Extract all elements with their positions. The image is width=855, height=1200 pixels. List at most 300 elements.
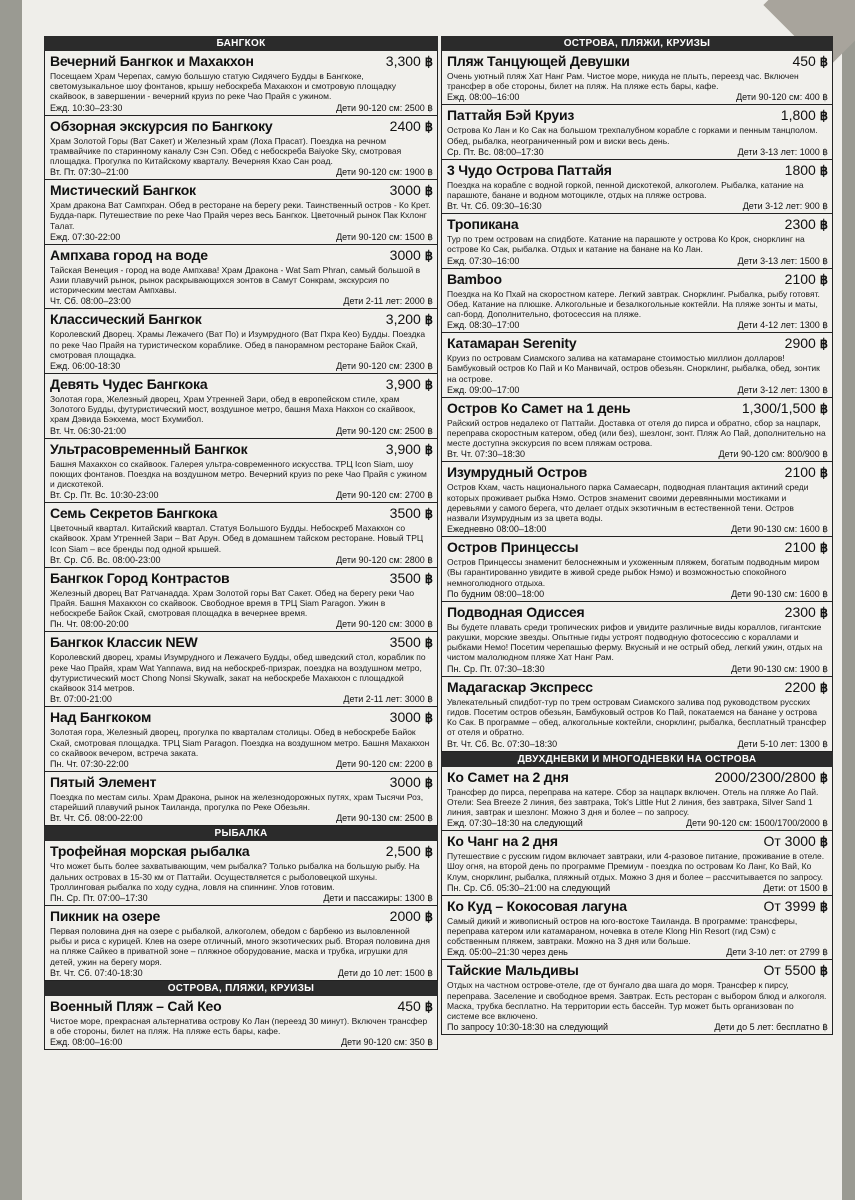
tour-footer xyxy=(50,426,433,437)
tour-card xyxy=(44,707,438,772)
baht-symbol: ฿ xyxy=(819,834,828,850)
tour-description: Золотая гора, Железный дворец, прогулка по кварталам столицы. Обед в небоскребе Байок Скай, смотровая площадка. ТРЦ Siam Paragon. Поездка на воздушном метро. Башня Махакхон со скайвоок вечером, встреча заката. xyxy=(50,727,430,758)
tour-price-value: 2000 xyxy=(389,907,421,924)
tour-price-value: 2100 xyxy=(784,464,816,481)
tour-price xyxy=(386,53,433,70)
tour-price xyxy=(390,709,433,726)
baht-symbol: ฿ xyxy=(424,506,433,522)
tour-title-row xyxy=(50,311,433,328)
tour-footer xyxy=(50,296,433,307)
tour-footer xyxy=(447,1022,828,1033)
tour-price-value: 3,900 xyxy=(385,440,421,457)
tour-title-row xyxy=(50,182,433,199)
tour-price xyxy=(785,679,828,696)
baht-symbol: ฿ xyxy=(819,400,828,416)
baht-symbol: ฿ xyxy=(424,377,433,393)
tour-footer xyxy=(50,968,433,979)
tour-schedule: Пн. Ср. Пт. 07:30–18:30 xyxy=(447,663,545,674)
tour-price-value: 1,800 xyxy=(780,107,816,124)
tour-card xyxy=(441,960,833,1035)
baht-symbol: ฿ xyxy=(424,710,433,726)
kids-price-value: Дети и пассажиры: 1300 xyxy=(323,892,425,903)
tour-price-value: 3000 xyxy=(389,709,421,726)
baht-symbol: ฿ xyxy=(427,167,433,178)
baht-symbol: ฿ xyxy=(819,217,828,233)
tour-card xyxy=(441,677,833,752)
tour-price xyxy=(386,843,433,860)
tour-title: Тропикана xyxy=(447,216,519,233)
kids-price-value: Дети 90-120 см: 800/900 xyxy=(718,449,820,460)
tour-card xyxy=(44,51,438,116)
kids-price-value: Дети 3-13 лет: 1500 xyxy=(737,255,820,266)
tour-footer xyxy=(50,694,433,705)
tour-title: Бангкок Классик NEW xyxy=(50,634,198,651)
baht-symbol: ฿ xyxy=(819,963,828,979)
tour-description: Золотая гора, Железный дворец, Храм Утренней Зари, обед в европейском стиле, храм Золотого Будды, футуристический мост, воздушное метро, башня Маха Накхон со скайвоок, храм Дэвида Бэкхема, мост Бхумибол. xyxy=(50,394,416,425)
tour-card xyxy=(441,896,833,961)
baht-symbol: ฿ xyxy=(819,336,828,352)
right-column xyxy=(441,36,833,1035)
tour-card xyxy=(441,537,833,602)
baht-symbol: ฿ xyxy=(427,967,433,978)
tour-price xyxy=(390,505,433,522)
baht-symbol: ฿ xyxy=(427,554,433,565)
tour-schedule: Ежд. 08:00–16:00 xyxy=(447,92,520,103)
baht-symbol: ฿ xyxy=(822,92,828,103)
tour-title: Остров Принцессы xyxy=(447,539,579,556)
tour-footer xyxy=(447,201,828,212)
tour-schedule: Пн. Ср. Пт. 07:00–17:30 xyxy=(50,892,148,903)
tour-description: Острова Ко Лан и Ко Сак на большом трехпалубном корабле с горками и пенным танцполом. Обед, рыбалка, неограниченный ром и виски весь день. xyxy=(447,125,818,146)
tour-schedule: Пн. Ср. Сб. 05:30–21:00 на следующий xyxy=(447,882,611,893)
tour-footer xyxy=(50,232,433,243)
tour-kids-price xyxy=(726,947,828,958)
tour-schedule: Вт. 07:00-21:00 xyxy=(50,694,112,705)
baht-symbol: ฿ xyxy=(427,619,433,630)
tour-description: Башня Махакхон со скайвоок. Галерея ультра-современного искусства. ТРЦ Icon Siam, шоу поющих фонтанов. Поездка на воздушном метро. Вечерний круиз по реке Чао Прайя с ужином и дискотекой. xyxy=(50,458,427,490)
baht-symbol: ฿ xyxy=(427,361,433,372)
tour-title-row xyxy=(50,634,433,651)
tour-price xyxy=(742,400,828,417)
tour-footer xyxy=(50,361,433,372)
tour-price xyxy=(390,774,433,791)
tour-price-value: 450 xyxy=(397,997,421,1014)
kids-price-value: Дети 2-11 лет: 3000 xyxy=(343,694,425,705)
tour-title: 3 Чудо Острова Паттайя xyxy=(447,161,612,178)
tour-price-value: 3500 xyxy=(389,505,421,522)
tour-footer xyxy=(50,893,433,904)
tour-title-row xyxy=(447,400,828,417)
tour-price xyxy=(785,464,828,481)
tour-schedule: Чт. Сб. 08:00–23:00 xyxy=(50,296,131,307)
tour-kids-price xyxy=(738,147,828,158)
tour-schedule: Вт. Чт. 07:30–18:30 xyxy=(447,449,526,460)
tour-title: Остров Ко Самет на 1 день xyxy=(447,399,631,416)
tour-price xyxy=(397,998,433,1015)
baht-symbol: ฿ xyxy=(424,54,433,69)
tour-price-value: 3000 xyxy=(389,246,421,263)
tour-footer xyxy=(447,664,828,675)
tour-card xyxy=(441,462,833,537)
tour-description: Первая половина дня на озере с рыбалкой, алкоголем, обедом с барбекю из выловленной рыбы и риса с курицей. Клев на озере отличный, много экзотических рыб. Вторая половина дня на пляже Сайкео в приватной зоне – пляжное оборудование, маска и трубка, игрушки для детей, ужин на берегу моря. xyxy=(50,925,430,967)
tour-card xyxy=(441,831,833,896)
tour-footer xyxy=(447,589,828,600)
tour-footer xyxy=(447,883,828,894)
baht-symbol: ฿ xyxy=(427,1037,433,1048)
tour-description: Круиз по островам Сиамского залива на катамаране стоимостью миллион долларов! Бамбуковый остров Ко Пай и Ко Манвичай, остров обезьян. Снорклинг, рыбалка, обед, зонтик на острове. xyxy=(447,353,820,384)
baht-symbol: ฿ xyxy=(427,490,433,501)
tour-price xyxy=(390,118,433,135)
tour-description: Цветочный квартал. Китайский квартал. Статуя Большого Будды. Небоскреб Махакхон со скайвоок. Храм Утренней Зари – Ват Арун. Обед в домашнем тайском ресторане. Новый ТРЦ Icon Siam – все бренды под одной крышей. xyxy=(50,523,424,554)
kids-price-value: Дети 90-120 см: 3000 xyxy=(336,619,425,630)
kids-price-value: Дети 90-120 см: 1500/1700/2000 xyxy=(686,818,820,829)
tour-title: Ультрасовременный Бангкок xyxy=(50,440,248,457)
tour-schedule: Ежд. 07:30–18:30 на следующий xyxy=(447,818,583,829)
tour-footer xyxy=(50,619,433,630)
baht-symbol: ฿ xyxy=(822,947,828,958)
tour-title-row xyxy=(447,216,828,233)
tour-title-row xyxy=(447,898,828,915)
kids-price-value: Дети 90-120 см: 2300 xyxy=(336,361,425,372)
tour-kids-price xyxy=(738,320,828,331)
tour-title-row xyxy=(50,570,433,587)
tour-title: Ампхава город на воде xyxy=(50,246,208,263)
kids-price-value: Дети 90-120 см: 350 xyxy=(341,1037,425,1048)
tour-kids-price xyxy=(336,813,433,824)
tour-price-value: 2,500 xyxy=(385,843,421,860)
tour-price xyxy=(785,216,828,233)
tour-description: Железный дворец Ват Ратчанадда. Храм Золотой горы Ват Сакет. Обед на берегу реки Чао Прайя. Башня Махакхон со скайвоок. Свободное время в ТРЦ Siam Paragon. Ужин в небоскребе Байок Скай, смотровая площадка в вечернее время. xyxy=(50,587,415,619)
kids-price-value: Дети 2-11 лет: 2000 xyxy=(343,296,425,307)
tour-price-value: 3,200 xyxy=(385,311,421,328)
tour-kids-price xyxy=(736,92,828,103)
baht-symbol: ฿ xyxy=(819,271,828,287)
tour-footer xyxy=(447,92,828,103)
tour-description: Тур по трем островам на спидботе. Катание на парашюте у острова Ко Крок, снорклинг на острове Ко Сак, рыбалка. Отдых и катание на банане на Ко Лан. xyxy=(447,234,805,255)
tour-description: Поездка на Ко Пхай на скоростном катере. Легкий завтрак. Снорклинг. Рыбалка, рыбу готовят. Обед. Катание на плюшке. Алкогольные и безалкогольные коктейли. На пляже зонты и маты, сап-борд. Дополнительно, фотосессия на пляже. xyxy=(447,288,820,320)
tour-title-row xyxy=(447,53,828,70)
tour-footer xyxy=(447,818,828,829)
tour-title: Пикник на озере xyxy=(50,907,161,924)
baht-symbol: ฿ xyxy=(822,449,828,460)
tour-title: Катамаран Serenity xyxy=(447,335,577,352)
kids-price-value: Дети 3-12 лет: 900 xyxy=(742,201,820,212)
tour-title-row xyxy=(50,843,433,860)
tour-price-value: 3,900 xyxy=(385,376,421,393)
section-header: РЫБАЛКА xyxy=(44,826,438,841)
tour-card xyxy=(44,772,438,826)
tour-price xyxy=(785,271,828,288)
tour-price-value: 3000 xyxy=(389,182,421,199)
tour-footer xyxy=(50,555,433,566)
baht-symbol: ฿ xyxy=(822,588,828,599)
tour-schedule: Ежд. 07:30-22:00 xyxy=(50,231,121,242)
tour-footer xyxy=(50,167,433,178)
tour-title: Трофейная морская рыбалка xyxy=(50,843,250,860)
tour-price xyxy=(390,570,433,587)
kids-price-value: Дети 90-130 см: 2500 xyxy=(336,813,425,824)
tour-title-row xyxy=(50,709,433,726)
tour-price xyxy=(763,962,828,979)
tour-title: Бангкок Город Контрастов xyxy=(50,569,230,586)
tour-kids-price xyxy=(731,664,828,675)
tour-price-value: 2300 xyxy=(784,603,816,620)
baht-symbol: ฿ xyxy=(819,540,828,556)
kids-price-value: Дети 90-120 см: 1500 xyxy=(336,231,425,242)
tour-description: Храм Золотой Горы (Ват Сакет) и Железный храм (Лоха Прасат). Поездка на речном трамвайчике по старинному каналу Сэн Сэп. Обед с небоскреба Baiyoke Sky, смотровая площадка. Прогулка по Китайскому кварталу. Вечерняя Кхао Сан роад. xyxy=(50,135,402,167)
tour-title-row xyxy=(447,162,828,179)
tour-description: Райский остров недалеко от Паттайи. Доставка от отеля до пирса и обратно, сбор за нацпарк, переправа скоростным катером, обед (или без), шезлонг, зонт. Пляж Ао Пай, дополнительно на месте доступна экскурсия по всем пляжам острова. xyxy=(447,417,826,449)
tour-price-value: 3000 xyxy=(389,773,421,790)
baht-symbol: ฿ xyxy=(822,320,828,331)
tour-kids-price xyxy=(336,167,433,178)
baht-symbol: ฿ xyxy=(822,1022,828,1033)
tour-kids-price xyxy=(336,619,433,630)
baht-symbol: ฿ xyxy=(822,146,828,157)
tour-title-row xyxy=(447,604,828,621)
tour-description: Посещаем Храм Черепах, самую большую статую Сидячего Будды в Бангкоке, светомузыкальное шоу фонтанов, крышу небоскреба Махакхон и смотровую площадку скайвоок, в завершении - вечерний круиз по реке Чао Прайя с ужином. xyxy=(50,71,397,102)
baht-symbol: ฿ xyxy=(427,231,433,242)
tour-price xyxy=(715,769,828,786)
tour-title: Над Бангкоком xyxy=(50,709,152,726)
tour-title: Мадагаскар Экспресс xyxy=(447,678,593,695)
kids-price-value: Дети 90-120 см: 2800 xyxy=(336,554,425,565)
tour-price xyxy=(386,376,433,393)
baht-symbol: ฿ xyxy=(819,679,828,695)
tour-card xyxy=(44,439,438,504)
tour-kids-price xyxy=(338,968,433,979)
baht-symbol: ฿ xyxy=(424,998,433,1014)
tour-title: Девять Чудес Бангкока xyxy=(50,376,208,393)
tour-kids-price xyxy=(323,893,433,904)
tour-footer xyxy=(50,813,433,824)
tour-price-value: 1800 xyxy=(784,161,816,178)
kids-price-value: Дети 90-120 см: 2500 xyxy=(336,102,425,113)
tour-schedule: Ежд. 08:30–17:00 xyxy=(447,320,520,331)
baht-symbol: ฿ xyxy=(427,758,433,769)
tour-price-value: 2000/2300/2800 xyxy=(714,768,816,785)
tour-description: Остров Принцессы знаменит белоснежным и ухоженным пляжем, богатым подводным миром (Вы гарантированно увидите в живой среде рыбок Нэмо) и возможностью спокойного немноголюдного отдыха. xyxy=(447,557,820,588)
tour-card xyxy=(441,767,833,832)
section-header: БАНГКОК xyxy=(44,36,438,51)
tour-card xyxy=(44,245,438,310)
tour-kids-price xyxy=(336,103,433,114)
tour-schedule: Вт. Чт. Сб. 09:30–16:30 xyxy=(447,201,542,212)
tour-price xyxy=(781,107,828,124)
baht-symbol: ฿ xyxy=(424,774,433,790)
tour-title-row xyxy=(50,774,433,791)
tour-card xyxy=(44,568,438,633)
tour-card xyxy=(441,602,833,677)
tour-title: Пляж Танцующей Девушки xyxy=(447,53,630,69)
tour-price xyxy=(763,833,828,850)
tour-kids-price xyxy=(731,589,828,600)
baht-symbol: ฿ xyxy=(822,663,828,674)
tour-title-row xyxy=(447,833,828,850)
baht-symbol: ฿ xyxy=(427,102,433,113)
kids-price-value: Дети 5-10 лет: 1300 xyxy=(737,738,820,749)
tour-title-row xyxy=(50,441,433,458)
tour-title-row xyxy=(447,271,828,288)
tour-description: Очень уютный пляж Хат Нанг Рам. Чистое море, никуда не плыть, переезд час. Включен трансфер в обе стороны, билет на пляж. На пляже есть бары, кафе. xyxy=(447,71,799,92)
tour-price xyxy=(386,441,433,458)
baht-symbol: ฿ xyxy=(424,441,433,457)
tour-footer xyxy=(50,490,433,501)
tour-price-value: 1,300/1,500 xyxy=(741,399,816,416)
tour-kids-price xyxy=(738,739,828,750)
kids-price-value: Дети 90-120 см: 1900 xyxy=(336,167,425,178)
baht-symbol: ฿ xyxy=(819,898,828,914)
tour-footer xyxy=(447,256,828,267)
tour-title: Изумрудный Остров xyxy=(447,464,588,481)
tour-kids-price xyxy=(341,1037,433,1048)
tour-title: Семь Секретов Бангкока xyxy=(50,505,218,522)
tour-card xyxy=(44,503,438,568)
tour-price xyxy=(386,311,433,328)
tour-price-value: 2400 xyxy=(389,117,421,134)
baht-symbol: ฿ xyxy=(819,108,828,124)
tour-title-row xyxy=(447,464,828,481)
tour-description: Храм дракона Ват Сампхран. Обед в ресторане на берегу реки. Таинственный остров - Ко Крет. Будда-парк. Путешествие по реке Чао Прайя через весь Бангкок. Цветочный рынок Пак Кхлонг Талат. xyxy=(50,200,431,231)
tour-title-row xyxy=(447,539,828,556)
kids-price-value: Дети 4-12 лет: 1300 xyxy=(737,320,820,331)
baht-symbol: ฿ xyxy=(427,425,433,436)
tour-price-value: 2100 xyxy=(784,539,816,556)
tour-description: Остров Кхам, часть национального парка Самаесарн, подводная плантация актиний среди которых проживает рыбка Нэмо. Остров знаменит своими деревянными мостиками и деревьями у самого берега, что делает отдых экзотичным в естественной тени. Остров назвали Изумрудным из за цвета воды. xyxy=(447,482,809,524)
tour-title-row xyxy=(50,908,433,925)
baht-symbol: ฿ xyxy=(822,201,828,212)
tour-title: Военный Пляж – Сай Кео xyxy=(50,997,222,1014)
tour-schedule: По будним 08:00–18:00 xyxy=(447,588,545,599)
tour-schedule: Ежд. 09:00–17:00 xyxy=(447,384,520,395)
tour-description: Чистое море, прекрасная альтернатива острову Ко Лан (переезд 30 минут). Включен трансфер в обе стороны, билет на пляж. На пляже есть бары, кафе. xyxy=(50,1015,428,1036)
tour-kids-price xyxy=(336,426,433,437)
tour-title-row xyxy=(50,998,433,1015)
kids-price-value: Дети 90-120 см: 2700 xyxy=(336,490,425,501)
baht-symbol: ฿ xyxy=(819,769,828,785)
tour-card xyxy=(44,116,438,181)
tour-title-row xyxy=(50,376,433,393)
tour-title-row xyxy=(447,335,828,352)
kids-price-value: Дети 3-13 лет: 1000 xyxy=(737,146,820,157)
baht-symbol: ฿ xyxy=(819,465,828,481)
tour-price xyxy=(390,182,433,199)
tour-footer xyxy=(50,103,433,114)
tour-description: Королевский Дворец. Храмы Лежачего (Ват По) и Изумрудного (Ват Пхра Кео) Будды. Поездка по реке Чао Прайя на туристическом кораблике. Обед в панорамном ресторане Байок Скай, смотровая площадка. xyxy=(50,329,426,360)
tour-card xyxy=(441,160,833,214)
tour-title: Обзорная экскурсия по Бангкоку xyxy=(50,117,273,134)
tour-card xyxy=(44,996,438,1050)
tour-kids-price xyxy=(686,818,828,829)
tour-price-value: От 5500 xyxy=(763,962,816,979)
tour-card xyxy=(441,51,833,105)
baht-symbol: ฿ xyxy=(427,892,433,903)
baht-symbol: ฿ xyxy=(424,312,433,328)
tour-kids-price xyxy=(336,361,433,372)
tour-title: Подводная Одиссея xyxy=(447,603,585,620)
baht-symbol: ฿ xyxy=(424,844,433,860)
baht-symbol: ฿ xyxy=(424,118,433,134)
tour-kids-price xyxy=(343,694,433,705)
tour-description: Королевский дворец, храмы Изумрудного и Лежачего Будды, обед шведский стол, кораблик по реке Чао Прайя, храм Wat Yannawa, вид на небоскреб-призрак, поездка на воздушном метро, футуристический мост Chong Nonsi Skywalk, закат на небоскребе Махакхон с площадкой скайвоок 314 метров. xyxy=(50,652,426,694)
kids-price-value: Дети 90-120 см: 2500 xyxy=(336,425,425,436)
tour-price xyxy=(792,53,828,70)
tour-price xyxy=(390,634,433,651)
tour-footer xyxy=(50,1037,433,1048)
tour-card xyxy=(44,906,438,981)
kids-price-value: Дети 90-130 см: 1600 xyxy=(731,524,820,535)
tour-price-value: 2200 xyxy=(784,678,816,695)
baht-symbol: ฿ xyxy=(819,162,828,178)
baht-symbol: ฿ xyxy=(822,255,828,266)
tour-description: Вы будете плавать среди тропических рифов и увидите различные виды кораллов, гигантские ракушки, морские звезды. Опытные гиды устроят подводную фотосессию с кораллами и рыбками Немо! Посетим черепашью ферму. Вкусный и не острый обед, легкий ужин, отдых на чистом малолюдном пляже Хат Нанг Рам. xyxy=(447,621,823,663)
tour-footer xyxy=(447,947,828,958)
tour-description: Тайская Венеция - город на воде Ампхава! Храм Дракона - Wat Sam Phran, самый большой в Азии плавучий рынок, рынок раскрывающихся зонтов в Самут Сонкрам, экскурсия по историческим местам Ампхавы. xyxy=(50,264,421,296)
tour-price xyxy=(785,335,828,352)
tour-description: Увлекательный спидбот-тур по трем островам Сиамского залива под руководством русских гидов. Посетим остров обезьян, Бамбуковый остров Ко Пай, покатаемся на банане у острова Ко Сак. В программе – обед, алкогольные коктейли, снорклинг, рыбалка, бесплатный трансфер от отеля и обратно. xyxy=(447,696,827,738)
baht-symbol: ฿ xyxy=(424,247,433,263)
tour-kids-price xyxy=(343,296,433,307)
kids-price-value: Дети 3-10 лет: от 2799 xyxy=(726,947,820,958)
tour-price-value: 3,300 xyxy=(385,53,421,69)
tour-title: Ко Чанг на 2 дня xyxy=(447,833,558,850)
tour-price-value: От 3000 xyxy=(763,833,816,850)
tour-schedule: Вт. Чт. Сб. Вс. 07:30–18:30 xyxy=(447,738,558,749)
kids-price-value: Дети 90-130 см: 1900 xyxy=(731,663,820,674)
tour-kids-price xyxy=(738,256,828,267)
tour-schedule: Вт. Чт. Сб. 08:00-22:00 xyxy=(50,813,143,824)
tour-schedule: Пн. Чт. 08:00-20:00 xyxy=(50,619,129,630)
left-column xyxy=(44,36,438,1050)
tour-title-row xyxy=(50,53,433,70)
tour-card xyxy=(441,105,833,159)
tour-title-row xyxy=(447,107,828,124)
tour-price xyxy=(785,539,828,556)
tour-price xyxy=(763,898,828,915)
tour-kids-price xyxy=(336,759,433,770)
tour-footer xyxy=(447,147,828,158)
tour-footer xyxy=(447,449,828,460)
baht-symbol: ฿ xyxy=(424,183,433,199)
tour-price-value: 2900 xyxy=(784,335,816,352)
tour-title: Классический Бангкок xyxy=(50,311,202,328)
tour-title: Bamboo xyxy=(447,270,502,287)
tour-kids-price xyxy=(714,1022,828,1033)
tour-title-row xyxy=(50,247,433,264)
tour-kids-price xyxy=(336,490,433,501)
tour-footer xyxy=(447,385,828,396)
tour-title-row xyxy=(50,118,433,135)
tour-kids-price xyxy=(763,883,828,894)
tour-title: Паттайя Бэй Круиз xyxy=(447,107,575,124)
section-header: ОСТРОВА, ПЛЯЖИ, КРУИЗЫ xyxy=(441,36,833,51)
baht-symbol: ฿ xyxy=(424,635,433,651)
kids-price-value: Дети до 10 лет: 1500 xyxy=(337,967,425,978)
tour-schedule: Ежд. 05:00–21:30 через день xyxy=(447,947,568,958)
tour-description: Поездка на корабле с водной горкой, пенной дискотекой, алкоголем. Рыбалка, катание на парашюте, банане и водном мотоцикле, отдых на пляже острова. xyxy=(447,179,804,201)
tour-price xyxy=(785,604,828,621)
tour-description: Трансфер до пирса, переправа на катере. Сбор за нацпарк включен. Отель на пляже Ао Пай. Отели: Sea Breeze 2 линия, без завтрака, Tok's Little Hut 2 линия, без завтрака, Silver Sand 1 линия, завтрак и шезлонг. Можно 3 дня и более – по запросу. xyxy=(447,786,819,817)
tour-schedule: Вт. Пт. 07:30–21:00 xyxy=(50,167,129,178)
tour-price-value: 2300 xyxy=(784,216,816,233)
kids-price-value: Дети 3-12 лет: 1300 xyxy=(737,384,820,395)
baht-symbol: ฿ xyxy=(822,738,828,749)
tour-description: Что может быть более захватывающим, чем рыбалка? Только рыбалка на большую рыбу. На дальних островах в 15-30 км от Паттайи. Осуществляется с рыболовецкой шхуны. Троллинговая рыбалка по ходу судна, ловля на спиннинг. Улов готовим. xyxy=(50,861,420,892)
tour-price-value: 450 xyxy=(792,53,816,69)
tour-kids-price xyxy=(336,232,433,243)
tour-schedule: Пн. Чт. 07:30-22:00 xyxy=(50,758,129,769)
tour-footer xyxy=(50,759,433,770)
